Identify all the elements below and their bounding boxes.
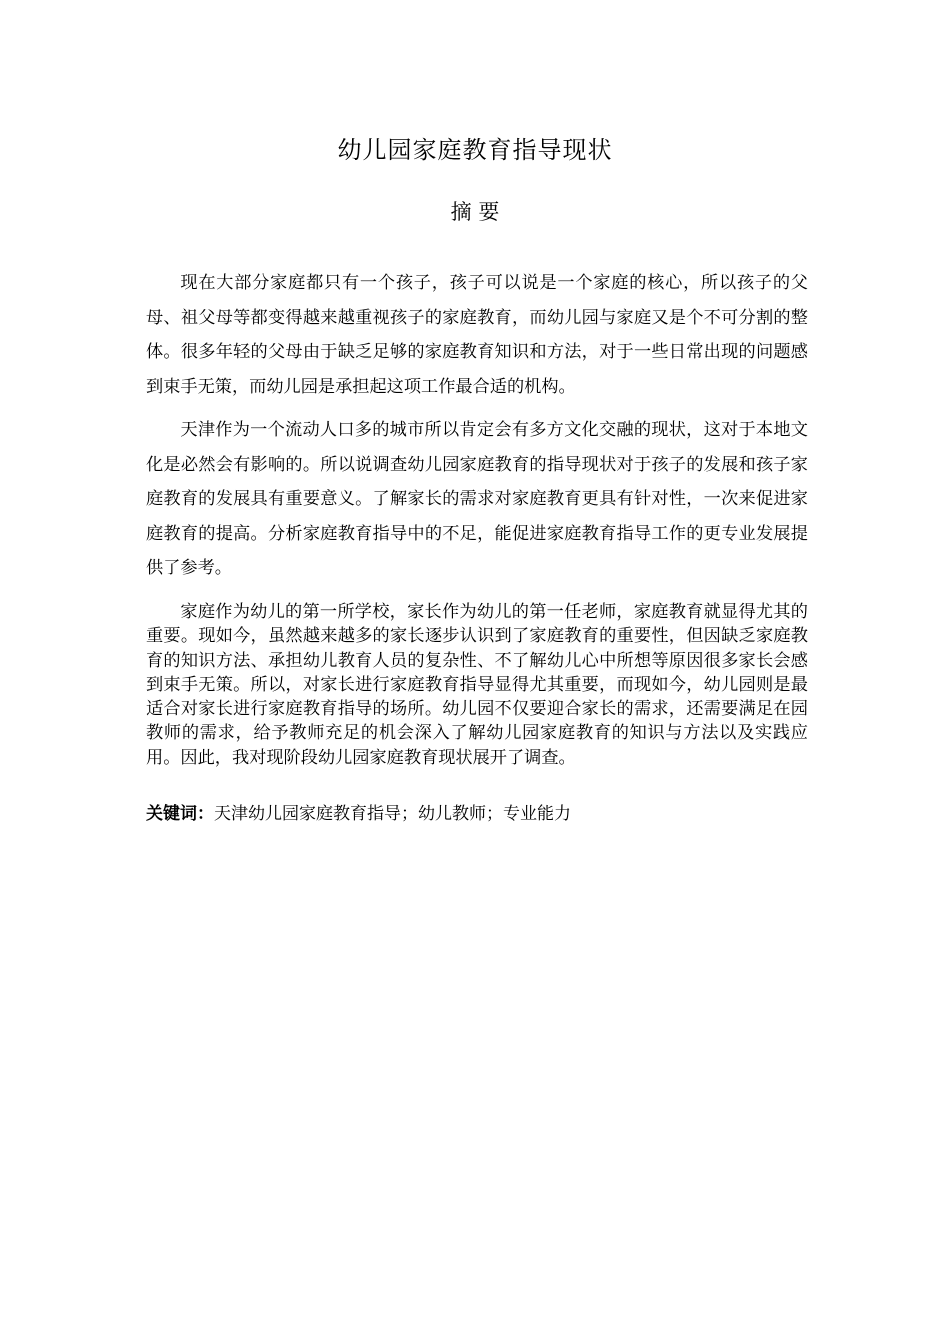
keywords-line <box>146 800 571 828</box>
abstract-heading: 摘 要 <box>450 200 500 224</box>
abstract-paragraph-3: 家庭作为幼儿的第一所学校，家长作为幼儿的第一任老师，家庭教育就显得尤其的重要。现如今，虽然越来越多的家长逐步认识到了家庭教育的重要性，但因缺乏家庭教育的知识方法、承担幼儿教育人员的复杂性、不了解幼儿心中所想等原因很多家长会感到束手无策。所以，对家长进行家庭教育指导显得尤其重要，而现如今，幼儿园则是最适合对家长进行家庭教育指导的场所。幼儿园不仅要迎合家长的需求，还需要满足在园教师的需求，给予教师充足的机会深入了解幼儿园家庭教育的知识与方法以及实践应用。因此，我对现阶段幼儿园家庭教育现状展开了调查。 <box>146 602 808 768</box>
abstract-paragraph-1: 现在大部分家庭都只有一个孩子，孩子可以说是一个家庭的核心，所以孩子的父母、祖父母等都变得越来越重视孩子的家庭教育，而幼儿园与家庭又是个不可分割的整体。很多年轻的父母由于缺乏足够的家庭教育知识和方法，对于一些日常出现的问题感到束手无策，而幼儿园是承担起这项工作最合适的机构。 <box>146 273 808 397</box>
keywords-label: 关键词： <box>146 804 214 824</box>
keywords-text: 天津幼儿园家庭教育指导；幼儿教师；专业能力 <box>214 804 571 824</box>
abstract-paragraph-2: 天津作为一个流动人口多的城市所以肯定会有多方文化交融的现状，这对于本地文化是必然会有影响的。所以说调查幼儿园家庭教育的指导现状对于孩子的发展和孩子家庭教育的发展具有重要意义。了解家长的需求对家庭教育更具有针对性，一次来促进家庭教育的提高。分析家庭教育指导中的不足，能促进家庭教育指导工作的更专业发展提供了参考。 <box>146 420 808 578</box>
document-title: 幼儿园家庭教育指导现状 <box>337 136 613 164</box>
